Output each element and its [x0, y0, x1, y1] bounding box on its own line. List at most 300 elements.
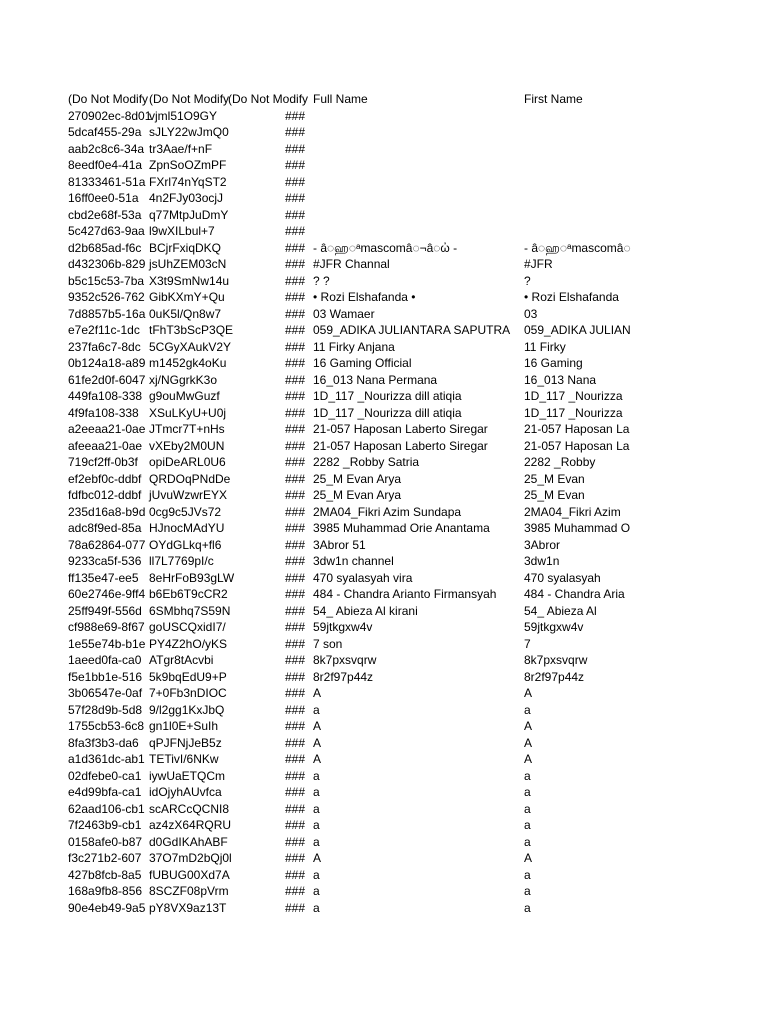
full-name-cell: a [313, 818, 320, 832]
id-cell: 1e55e74b-b1e [68, 636, 146, 651]
first-name-cell: 59jtkgxw4v [524, 620, 584, 634]
full-name-cell [313, 124, 524, 141]
overflow-cell: ### [285, 785, 306, 799]
table-row [68, 504, 768, 521]
first-name-cell: - â◌ஹ◌ᵃmascomâ◌ [524, 240, 631, 255]
first-name-cell: 21-057 Haposan La [524, 422, 630, 436]
id-cell: 4f9fa108-338 [68, 405, 139, 420]
id-cell: adc8f9ed-85a [68, 521, 142, 535]
table-row [68, 339, 768, 356]
hash-cell: idOjyhAUvfca [149, 785, 222, 799]
table-row [68, 174, 768, 191]
overflow-cell: ### [285, 702, 306, 717]
first-name-cell: A [524, 752, 533, 766]
id-cell: 78a62864-077 [68, 537, 146, 552]
id-cell: cf988e69-8f67 [68, 620, 145, 634]
id-cell: 8eedf0e4-41a [68, 158, 143, 172]
overflow-cell: ### [285, 273, 306, 288]
overflow-cell: ### [285, 158, 306, 172]
full-name-cell: ? ? [313, 273, 330, 288]
table-row [68, 702, 768, 719]
first-name-cell: 3dw1n [524, 554, 560, 568]
data-rows [68, 108, 768, 917]
hash-cell: goUSCQxidI7/ [149, 620, 226, 634]
full-name-cell: 484 - Chandra Arianto Firmansyah [313, 587, 497, 601]
first-name-cell: 1D_117 _Nourizza [524, 389, 623, 403]
hash-cell: g9ouMwGuzf [149, 389, 220, 403]
id-cell: 16ff0ee0-51a [68, 191, 139, 205]
table-row [68, 405, 768, 422]
overflow-cell: ### [285, 488, 306, 502]
first-name-cell: a [524, 768, 531, 783]
overflow-cell: ### [285, 636, 306, 651]
overflow-cell: ### [285, 768, 306, 783]
overflow-cell: ### [285, 207, 306, 222]
hash-cell: 9/l2gg1KxJbQ [149, 702, 225, 717]
id-cell: f5e1bb1e-516 [68, 669, 143, 684]
id-cell: 02dfebe0-ca1 [68, 768, 142, 783]
first-name-cell: 1D_117 _Nourizza [524, 405, 623, 420]
table-row [68, 570, 768, 587]
overflow-cell: ### [285, 356, 306, 370]
first-name-cell: 3Abror [524, 537, 561, 552]
id-cell: 237fa6c7-8dc [68, 339, 141, 354]
first-name-cell: 7 [524, 636, 531, 651]
table-row [68, 273, 768, 290]
id-cell: cbd2e68f-53a [68, 207, 142, 222]
first-name-cell: a [524, 702, 531, 717]
id-cell: b5c15c53-7ba [68, 273, 145, 288]
hash-cell: ZpnSoOZmPF [149, 158, 227, 172]
id-cell: 7d8857b5-16a [68, 306, 146, 321]
overflow-cell: ### [285, 851, 306, 865]
first-name-cell: A [524, 719, 533, 733]
header-row [68, 91, 768, 108]
first-name-cell: 03 [524, 306, 538, 321]
first-name-cell [524, 108, 632, 125]
id-cell: e7e2f11c-1dc [68, 323, 140, 337]
first-name-cell [524, 124, 632, 141]
first-name-cell: 25_M Evan [524, 488, 585, 502]
full-name-cell: a [313, 884, 320, 898]
first-name-cell: • Rozi Elshafanda [524, 290, 619, 304]
hash-cell: 6SMbhq7S59N [149, 603, 231, 618]
table-row [68, 240, 768, 257]
hash-cell: iywUaETQCm [149, 768, 226, 783]
table-row [68, 289, 768, 306]
table-row [68, 586, 768, 603]
id-cell: a1d361dc-ab1 [68, 752, 145, 766]
hash-cell: 5CGyXAukV2Y [149, 339, 232, 354]
id-cell: ff135e47-ee5 [68, 570, 139, 585]
header-cell-full-name: Full Name [313, 92, 368, 106]
table-row [68, 256, 768, 273]
overflow-cell: ### [285, 257, 306, 271]
first-name-cell: 21-057 Haposan La [524, 438, 630, 453]
hash-cell: 7+0Fb3nDIOC [149, 686, 227, 700]
hash-cell: opiDeARL0U6 [149, 455, 226, 469]
hash-cell: 0cg9c5JVs72 [149, 504, 222, 519]
table-row [68, 801, 768, 818]
full-name-cell: A [313, 735, 322, 750]
table-row [68, 636, 768, 653]
id-cell: 5dcaf455-29a [68, 125, 142, 139]
full-name-cell: 7 son [313, 636, 343, 651]
full-name-cell [313, 207, 524, 224]
hash-cell: d0GdIKAhABF [149, 834, 228, 849]
table-row [68, 372, 768, 389]
overflow-cell: ### [285, 554, 306, 568]
full-name-cell: 3985 Muhammad Orie Anantama [313, 521, 490, 535]
hash-cell: 8SCZF08pVrm [149, 884, 229, 898]
hash-cell: TETivI/6NKw [149, 752, 219, 766]
table-row [68, 223, 768, 240]
overflow-cell: ### [285, 471, 306, 486]
full-name-cell: 25_M Evan Arya [313, 471, 402, 486]
first-name-cell: 16 Gaming [524, 356, 583, 370]
first-name-cell: 470 syalasyah [524, 570, 601, 585]
overflow-cell: ### [285, 818, 306, 832]
id-cell: fdfbc012-ddbf [68, 488, 142, 502]
hash-cell: vjml51O9GY [149, 108, 218, 123]
overflow-cell: ### [285, 240, 306, 255]
table-row [68, 322, 768, 339]
table-row [68, 207, 768, 224]
hash-cell: 5k9bqEdU9+P [149, 669, 227, 684]
table-row [68, 784, 768, 801]
id-cell: 1755cb53-6c8 [68, 719, 145, 733]
full-name-cell [313, 223, 524, 240]
full-name-cell: 59jtkgxw4v [313, 620, 373, 634]
table-row [68, 735, 768, 752]
first-name-cell: 484 - Chandra Aria [524, 587, 625, 601]
hash-cell: ATgr8tAcvbi [149, 653, 214, 667]
table-row [68, 817, 768, 834]
table-row [68, 454, 768, 471]
first-name-cell [524, 207, 632, 224]
id-cell: 719cf2ff-0b3f [68, 455, 138, 469]
spreadsheet [68, 91, 768, 916]
full-name-cell: A [313, 719, 322, 733]
full-name-cell: 3dw1n channel [313, 554, 394, 568]
table-row [68, 471, 768, 488]
table-row [68, 487, 768, 504]
hash-cell: BCjrFxiqDKQ [149, 240, 222, 255]
id-cell: d432306b-829 [68, 257, 146, 271]
full-name-cell: - â◌ஹ◌ᵃmascomâ◌¬â◌ὠ - [313, 240, 458, 255]
id-cell: 9352c526-762 [68, 290, 145, 304]
hash-cell: 0uK5l/Qn8w7 [149, 306, 222, 321]
hash-cell: qPJFNjJeB5z [149, 735, 222, 750]
hash-cell: XSuLKyU+U0j [149, 405, 227, 420]
overflow-cell: ### [285, 719, 306, 733]
overflow-cell: ### [285, 669, 306, 684]
id-cell: 168a9fb8-856 [68, 884, 143, 898]
overflow-cell: ### [285, 537, 306, 552]
id-cell: 0158afe0-b87 [68, 834, 143, 849]
hash-cell: X3t9SmNw14u [149, 273, 230, 288]
full-name-cell: 21-057 Haposan Laberto Siregar [313, 422, 488, 436]
table-row [68, 157, 768, 174]
full-name-cell: a [313, 801, 320, 816]
full-name-cell: 3Abror 51 [313, 537, 366, 552]
id-cell: d2b685ad-f6c [68, 240, 142, 255]
overflow-cell: ### [285, 620, 306, 634]
overflow-cell: ### [285, 603, 306, 618]
first-name-cell: a [524, 867, 531, 882]
hash-cell: ll7L7769pI/c [149, 554, 214, 568]
overflow-cell: ### [285, 521, 306, 535]
hash-cell: jUvuWzwrEYX [149, 488, 228, 502]
first-name-cell: a [524, 884, 531, 898]
table-row [68, 850, 768, 867]
id-cell: 449fa108-338 [68, 389, 143, 403]
full-name-cell [313, 190, 524, 207]
overflow-cell: ### [285, 587, 306, 601]
table-row [68, 685, 768, 702]
full-name-cell: a [313, 834, 320, 849]
first-name-cell: 8r2f97p44z [524, 669, 585, 684]
first-name-cell: 11 Firky [524, 339, 566, 354]
first-name-cell: a [524, 785, 531, 799]
first-name-cell: a [524, 818, 531, 832]
table-row [68, 124, 768, 141]
overflow-cell: ### [285, 224, 306, 238]
table-row [68, 669, 768, 686]
full-name-cell: 8r2f97p44z [313, 669, 374, 684]
table-row [68, 834, 768, 851]
hash-cell: FXrl74nYqST2 [149, 174, 227, 189]
full-name-cell: 16 Gaming Official [313, 356, 412, 370]
full-name-cell: 1D_117 _Nourizza dill atiqia [313, 389, 462, 403]
header-cell-first-name: First Name [524, 92, 583, 106]
full-name-cell: • Rozi Elshafanda • [313, 290, 416, 304]
full-name-cell: #JFR Channal [313, 257, 390, 271]
hash-cell: PY4Z2hO/yKS [149, 636, 228, 651]
overflow-cell: ### [285, 191, 306, 205]
table-row [68, 652, 768, 669]
first-name-cell [524, 223, 632, 240]
full-name-cell: 16_013 Nana Permana [313, 372, 438, 387]
full-name-cell: a [313, 785, 320, 799]
table-row [68, 388, 768, 405]
header-cell-b: (Do Not Modify [149, 92, 230, 106]
overflow-cell: ### [285, 141, 306, 156]
table-row [68, 883, 768, 900]
table-row [68, 141, 768, 158]
overflow-cell: ### [285, 570, 306, 585]
id-cell: 0b124a18-a89 [68, 356, 146, 370]
overflow-cell: ### [285, 455, 306, 469]
full-name-cell: 2282 _Robby Satria [313, 455, 420, 469]
hash-cell: scARCcQCNI8 [149, 801, 230, 816]
hash-cell: QRDOqPNdDe [149, 471, 231, 486]
id-cell: e4d99bfa-ca1 [68, 785, 142, 799]
first-name-cell [524, 141, 632, 158]
hash-cell: fUBUG00Xd7A [149, 867, 230, 882]
hash-cell: m1452gk4oKu [149, 356, 227, 370]
full-name-cell [313, 108, 524, 125]
overflow-cell: ### [285, 108, 306, 123]
first-name-cell: 2282 _Robby [524, 455, 596, 469]
first-name-cell: A [524, 735, 533, 750]
overflow-cell: ### [285, 339, 306, 354]
full-name-cell: a [313, 900, 320, 915]
full-name-cell: 21-057 Haposan Laberto Siregar [313, 438, 488, 453]
table-row [68, 190, 768, 207]
overflow-cell: ### [285, 323, 306, 337]
full-name-cell: A [313, 752, 322, 766]
hash-cell: xj/NGgrkK3o [149, 372, 218, 387]
hash-cell: 8eHrFoB93gLW [149, 570, 235, 585]
table-row [68, 867, 768, 884]
table-row [68, 438, 768, 455]
hash-cell: b6Eb6T9cCR2 [149, 587, 228, 601]
id-cell: 7f2463b9-cb1 [68, 818, 142, 832]
first-name-cell: 16_013 Nana [524, 372, 597, 387]
overflow-cell: ### [285, 438, 306, 453]
hash-cell: GibKXmY+Qu [149, 290, 225, 304]
overflow-cell: ### [285, 504, 306, 519]
first-name-cell: 2MA04_Fikri Azim [524, 504, 621, 519]
id-cell: 1aeed0fa-ca0 [68, 653, 142, 667]
full-name-cell: a [313, 867, 320, 882]
id-cell: 61fe2d0f-6047 [68, 372, 146, 387]
hash-cell: 4n2FJy03ocjJ [149, 191, 224, 205]
id-cell: 90e4eb49-9a5 [68, 900, 146, 915]
full-name-cell [313, 174, 524, 191]
table-row [68, 108, 768, 125]
hash-cell: gn1l0E+SuIh [149, 719, 219, 733]
overflow-cell: ### [285, 900, 306, 915]
overflow-cell: ### [285, 686, 306, 700]
hash-cell: l9wXILbul+7 [149, 224, 215, 238]
table-row [68, 619, 768, 636]
full-name-cell: 54_ Abieza Al kirani [313, 603, 418, 618]
hash-cell: 37O7mD2bQj0l [149, 851, 232, 865]
table-row [68, 520, 768, 537]
id-cell: 25ff949f-556d [68, 603, 142, 618]
overflow-cell: ### [285, 422, 306, 436]
header-cell-a: (Do Not Modify [68, 92, 149, 106]
hash-cell: tFhT3bScP3QE [149, 323, 234, 337]
overflow-cell: ### [285, 735, 306, 750]
table-row [68, 421, 768, 438]
id-cell: 427b8fcb-8a5 [68, 867, 142, 882]
full-name-cell: 059_ADIKA JULIANTARA SAPUTRA [313, 323, 511, 337]
id-cell: a2eeaa21-0ae [68, 422, 146, 436]
id-cell: ef2ebf0c-ddbf [68, 471, 142, 486]
hash-cell: az4zX64RQRU [149, 818, 232, 832]
overflow-cell: ### [285, 125, 306, 139]
table-row [68, 537, 768, 554]
table-row [68, 768, 768, 785]
first-name-cell [524, 157, 632, 174]
overflow-cell: ### [285, 372, 306, 387]
first-name-cell: 8k7pxsvqrw [524, 653, 588, 667]
id-cell: f3c271b2-607 [68, 851, 142, 865]
first-name-cell [524, 190, 632, 207]
overflow-cell: ### [285, 752, 306, 766]
id-cell: 60e2746e-9ff4 [68, 587, 146, 601]
first-name-cell: #JFR [524, 257, 553, 271]
overflow-cell: ### [285, 884, 306, 898]
overflow-cell: ### [285, 653, 306, 667]
id-cell: 57f28d9b-5d8 [68, 702, 143, 717]
id-cell: 81333461-51a [68, 174, 146, 189]
full-name-cell: 25_M Evan Arya [313, 488, 402, 502]
table-row [68, 900, 768, 917]
id-cell: 235d16a8-b9d [68, 504, 146, 519]
full-name-cell: 1D_117 _Nourizza dill atiqia [313, 405, 462, 420]
table-row [68, 751, 768, 768]
overflow-cell: ### [285, 389, 306, 403]
overflow-cell: ### [285, 290, 306, 304]
first-name-cell [524, 174, 632, 191]
first-name-cell: 54_ Abieza Al [524, 603, 597, 618]
overflow-cell: ### [285, 405, 306, 420]
full-name-cell: a [313, 768, 320, 783]
first-name-cell: a [524, 834, 531, 849]
header-cell-c: (Do Not Modify [228, 92, 309, 106]
full-name-cell: A [313, 851, 322, 865]
full-name-cell: a [313, 702, 320, 717]
table-row [68, 355, 768, 372]
table-row [68, 306, 768, 323]
overflow-cell: ### [285, 174, 306, 189]
full-name-cell [313, 141, 524, 158]
full-name-cell: A [313, 686, 322, 700]
full-name-cell: 2MA04_Fikri Azim Sundapa [313, 504, 462, 519]
hash-cell: JTmcr7T+nHs [149, 422, 225, 436]
first-name-cell: 3985 Muhammad O [524, 521, 631, 535]
id-cell: 5c427d63-9aa [68, 224, 145, 238]
first-name-cell: A [524, 851, 533, 865]
id-cell: 8fa3f3b3-da6 [68, 735, 139, 750]
first-name-cell: 25_M Evan [524, 471, 585, 486]
first-name-cell: A [524, 686, 533, 700]
table-row [68, 553, 768, 570]
id-cell: 3b06547e-0af [68, 686, 143, 700]
id-cell: 9233ca5f-536 [68, 554, 142, 568]
id-cell: afeeaa21-0ae [68, 438, 143, 453]
hash-cell: q77MtpJuDmY [149, 207, 229, 222]
hash-cell: tr3Aae/f+nF [149, 141, 213, 156]
table-row [68, 718, 768, 735]
hash-cell: sJLY22wJmQ0 [149, 125, 229, 139]
overflow-cell: ### [285, 306, 306, 321]
id-cell: 62aad106-cb1 [68, 801, 145, 816]
hash-cell: vXEby2M0UN [149, 438, 225, 453]
first-name-cell: a [524, 900, 531, 915]
id-cell: aab2c8c6-34a [68, 141, 145, 156]
overflow-cell: ### [285, 801, 306, 816]
hash-cell: jsUhZEM03cN [149, 257, 227, 271]
first-name-cell: a [524, 801, 531, 816]
full-name-cell: 03 Wamaer [313, 306, 375, 321]
first-name-cell: ? [524, 273, 531, 288]
overflow-cell: ### [285, 867, 306, 882]
full-name-cell [313, 157, 524, 174]
full-name-cell: 8k7pxsvqrw [313, 653, 377, 667]
hash-cell: pY8VX9az13T [149, 900, 227, 915]
overflow-cell: ### [285, 834, 306, 849]
full-name-cell: 470 syalasyah vira [313, 570, 413, 585]
hash-cell: HJnocMAdYU [149, 521, 225, 535]
first-name-cell: 059_ADIKA JULIAN [524, 323, 631, 337]
full-name-cell: 11 Firky Anjana [313, 339, 395, 354]
hash-cell: OYdGLkq+fl6 [149, 537, 222, 552]
